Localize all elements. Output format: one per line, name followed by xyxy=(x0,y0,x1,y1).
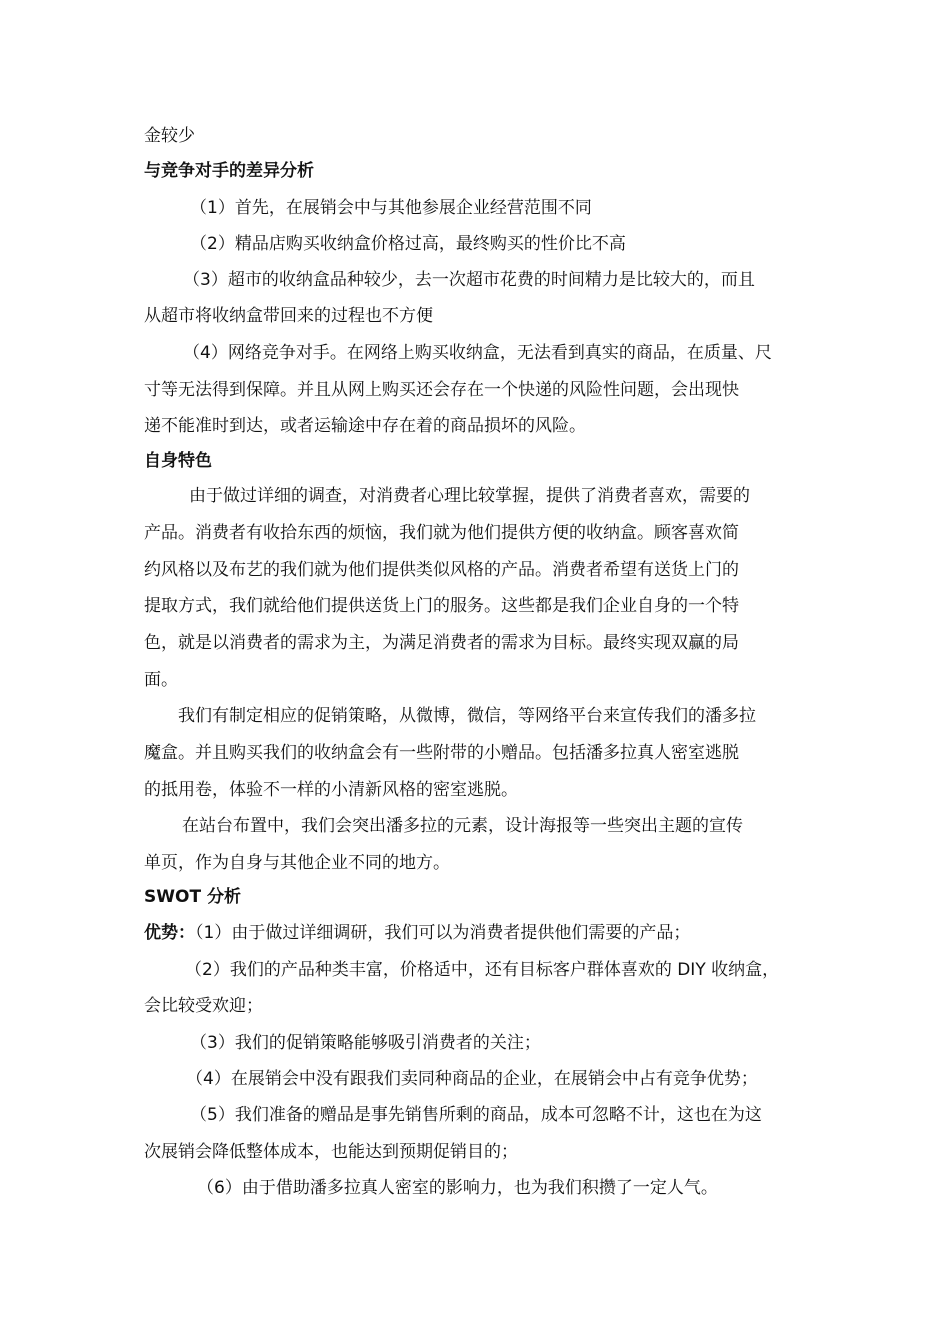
body-text-line: 寸等无法得到保障。并且从网上购买还会存在一个快递的风险性问题，会出现快 xyxy=(144,380,739,400)
body-text-line: 色，就是以消费者的需求为主，为满足消费者的需求为目标。最终实现双赢的局 xyxy=(144,633,739,653)
body-text-line: （2）精品店购买收纳盒价格过高，最终购买的性价比不高 xyxy=(190,234,626,254)
section-heading-competitor-analysis: 与竞争对手的差异分析 xyxy=(144,161,314,181)
body-text-line: 面。 xyxy=(144,670,178,690)
strength-item: （2）我们的产品种类丰富，价格适中，还有目标客户群体喜欢的 DIY 收纳盒， xyxy=(185,960,780,980)
strength-item: （1）由于做过详细调研，我们可以为消费者提供他们需要的产品； xyxy=(195,923,691,943)
body-text-line: 提取方式，我们就给他们提供送货上门的服务。这些都是我们企业自身的一个特 xyxy=(144,596,739,616)
strengths-label: 优势： xyxy=(144,923,195,943)
body-text-line: 我们有制定相应的促销策略，从微博，微信，等网络平台来宣传我们的潘多拉 xyxy=(178,706,756,726)
body-text-line: 约风格以及布艺的我们就为他们提供类似风格的产品。消费者希望有送货上门的 xyxy=(144,560,739,580)
strength-item-continued: 次展销会降低整体成本，也能达到预期促销目的； xyxy=(144,1142,518,1162)
strength-item-continued: 会比较受欢迎； xyxy=(144,996,263,1016)
body-text-line: （4）网络竞争对手。在网络上购买收纳盒，无法看到真实的商品，在质量、尺 xyxy=(183,343,772,363)
body-text-line: 在站台布置中，我们会突出潘多拉的元素，设计海报等一些突出主题的宣传 xyxy=(182,816,743,836)
strength-item: （4）在展销会中没有跟我们卖同种商品的企业，在展销会中占有竞争优势； xyxy=(186,1069,758,1089)
body-text-line: 魔盒。并且购买我们的收纳盒会有一些附带的小赠品。包括潘多拉真人密室逃脱 xyxy=(144,743,739,763)
strength-item: （3）我们的促销策略能够吸引消费者的关注； xyxy=(190,1033,541,1053)
body-text-line: 递不能准时到达，或者运输途中存在着的商品损坏的风险。 xyxy=(144,416,586,436)
body-text-line xyxy=(144,921,690,945)
section-heading-own-features: 自身特色 xyxy=(144,451,212,471)
body-text-line: 从超市将收纳盒带回来的过程也不方便 xyxy=(144,306,433,326)
body-text-line: 的抵用卷，体验不一样的小清新风格的密室逃脱。 xyxy=(144,780,518,800)
body-text-line: 产品。消费者有收拾东西的烦恼，我们就为他们提供方便的收纳盒。顾客喜欢简 xyxy=(144,523,739,543)
strength-item: （5）我们准备的赠品是事先销售所剩的商品，成本可忽略不计，这也在为这 xyxy=(190,1105,762,1125)
body-text-line: 金较少 xyxy=(144,126,195,146)
body-text-line: 由于做过详细的调查，对消费者心理比较掌握，提供了消费者喜欢，需要的 xyxy=(189,486,750,506)
body-text-line: （1）首先，在展销会中与其他参展企业经营范围不同 xyxy=(190,198,592,218)
strength-item: （6）由于借助潘多拉真人密室的影响力，也为我们积攒了一定人气。 xyxy=(197,1178,718,1198)
body-text-line: 单页，作为自身与其他企业不同的地方。 xyxy=(144,853,450,873)
section-heading-swot: SWOT 分析 xyxy=(144,887,241,907)
body-text-line: （3）超市的收纳盒品种较少，去一次超市花费的时间精力是比较大的，而且 xyxy=(183,270,755,290)
